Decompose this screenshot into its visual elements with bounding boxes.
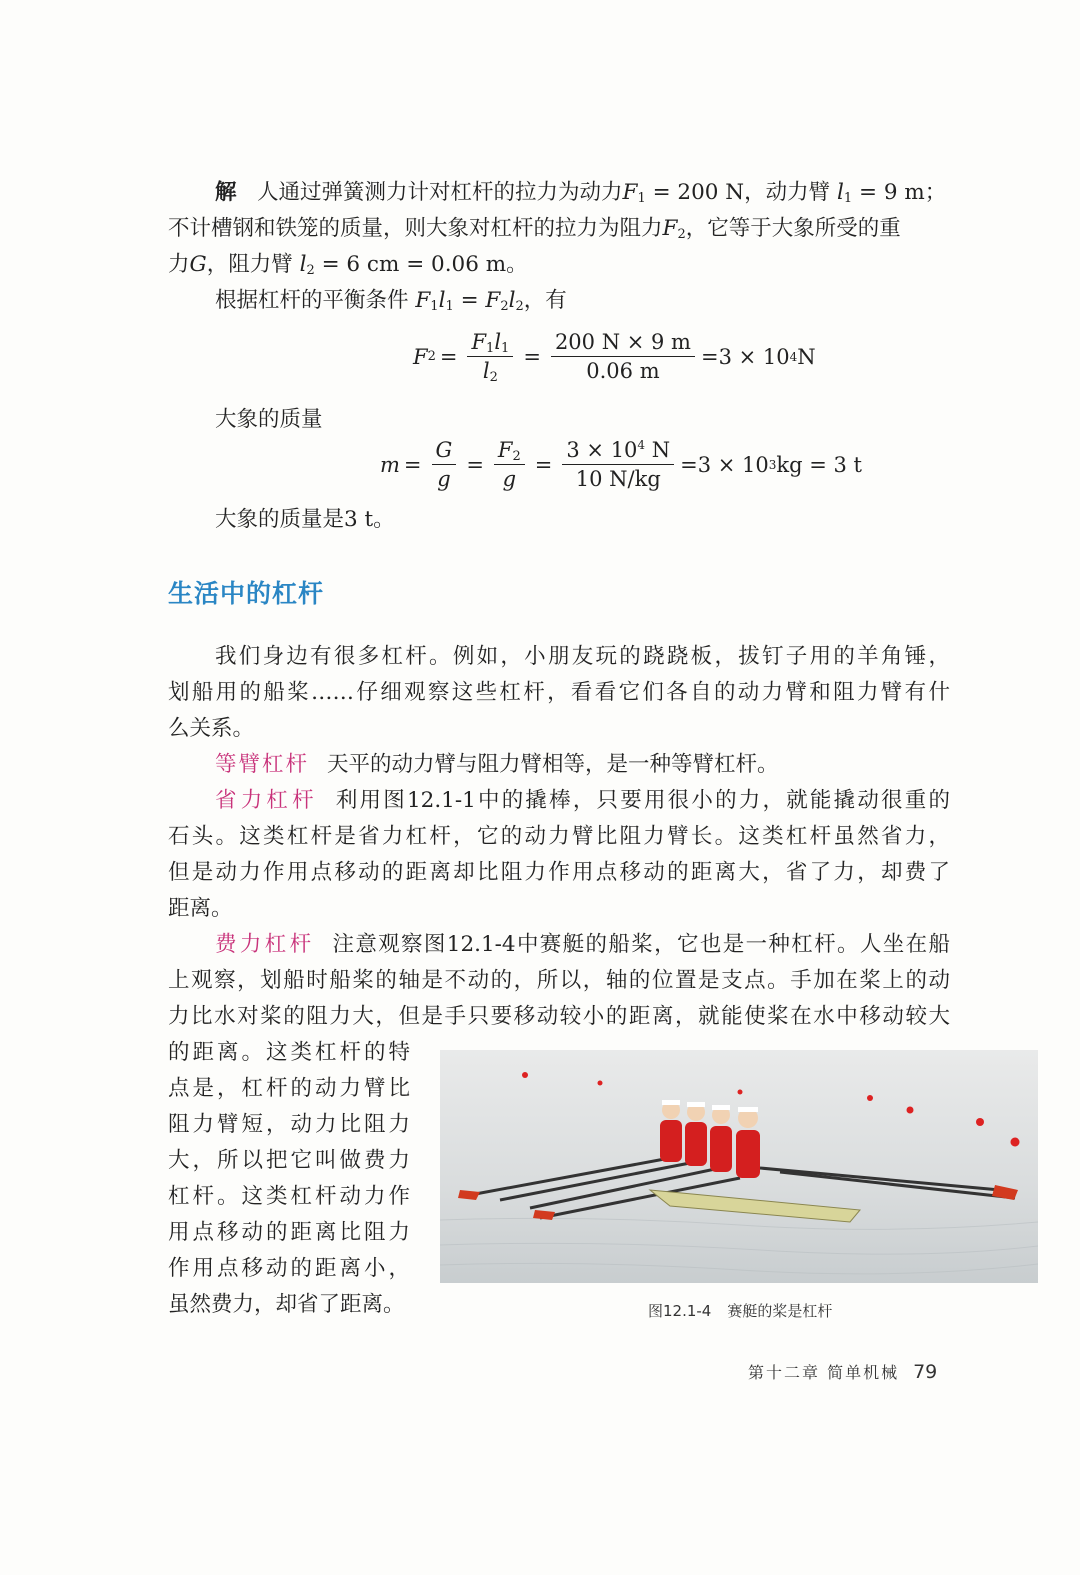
costly-lever-keyword: 费力杠杆: [215, 932, 315, 957]
unit: N: [797, 344, 816, 369]
intro-line-3: 么关系。: [168, 716, 255, 741]
text: 注意观察图12.1-4中赛艇的船桨，它也是一种杠杆。人坐在船: [332, 932, 950, 957]
costly-lever-line-1: [215, 930, 950, 960]
text: = 200 N，动力臂: [645, 180, 831, 205]
solution-line-4: 根据杠杆的平衡条件 $F_1l_1 = F_2l_2$，有: [215, 288, 567, 314]
wrap-line: 作用点移动的距离小，: [168, 1256, 410, 1281]
equal-lever-line: [215, 750, 950, 780]
text: 根据杠杆的平衡条件: [215, 288, 409, 313]
intro-line-2: 划船用的船桨……仔细观察这些杠杆，看看它们各自的动力臂和阻力臂有什: [168, 680, 950, 705]
denominator: 0.06 m: [586, 359, 660, 383]
text: ，阻力臂: [206, 252, 293, 277]
equal-lever-keyword: 等臂杠杆: [215, 752, 310, 777]
solution-line-3: 力G，阻力臂 $l_2 = 6$ cm = 0.06 m。: [168, 252, 528, 278]
fraction: [562, 438, 674, 491]
solution-label: 解: [215, 180, 237, 205]
unit: kg = 3 t: [776, 452, 862, 477]
saving-lever-line-2: 石头。这类杠杆是省力杠杆，它的动力臂比阻力臂长。这类杠杆虽然省力，: [168, 824, 950, 849]
solution-line-2: 不计槽钢和铁笼的质量，则大象对杠杆的拉力为阻力$F_2$，它等于大象所受的重: [168, 216, 901, 242]
text: = 9 m；: [852, 180, 947, 205]
saving-lever-keyword: 省力杠杆: [215, 788, 318, 813]
figure-caption: [648, 1300, 832, 1321]
rowing-photo: [440, 1050, 1038, 1283]
section-heading: 生活中的杠杆: [168, 579, 325, 608]
numerator: 200 N × 9 m: [551, 330, 695, 357]
solution-line-1: 解 人通过弹簧测力计对杠杆的拉力为动力$F_1 = 200$ N，动力臂 $l_1 = 9$ m；: [215, 180, 947, 206]
fraction: $\frac{F_1l_1}{l_2}$: [467, 330, 513, 383]
text: 不计槽钢和铁笼的质量，则大象对杠杆的拉力为阻力: [168, 216, 663, 241]
equation-force: F 2 = $\frac{F_1l_1}{l_2}$ = $\frac{200 N \times 9 m}{0.06 m}$ =3 × 10 4 N: [413, 330, 816, 385]
text: 力: [168, 252, 190, 277]
numerator: 3 × 10: [566, 438, 638, 462]
equation-mass: m = $\frac{G}{g}$ = $\frac{F_2}{g}$ = $\frac{3 \times 10^4 N}{10 N/kg}$ =3 × 10 3 kg = 3 t: [380, 438, 862, 491]
fraction: $\frac{F_2}{g}$: [494, 438, 525, 491]
text: ，它等于大象所受的重: [685, 216, 901, 241]
result: =3 × 10: [680, 452, 769, 477]
mass-label: 大象的质量: [215, 407, 323, 432]
denominator: 10 N/kg: [575, 467, 661, 491]
wrap-line: 用点移动的距离比阻力: [168, 1220, 410, 1245]
text: 利用图12.1-1中的撬棒，只要用很小的力，就能撬动很重的: [335, 788, 950, 813]
wrap-line: 的距离。这类杠杆的特: [168, 1040, 410, 1065]
fraction: [551, 330, 695, 383]
wrap-line: 杠杆。这类杠杆动力作: [168, 1184, 410, 1209]
unit: N: [645, 438, 671, 462]
fraction: $\frac{G}{g}$: [432, 438, 457, 491]
text: ，有: [523, 288, 567, 313]
page-footer: [748, 1360, 937, 1383]
costly-lever-line-3: 力比水对桨的阻力大，但是手只要移动较小的距离，就能使桨在水中移动较大: [168, 1004, 950, 1029]
mass-result: 大象的质量是3 t。: [215, 507, 395, 532]
text: = 6 cm = 0.06 m。: [314, 252, 528, 277]
figure-number: 图12.1-4: [648, 1302, 712, 1320]
costly-lever-line-2: 上观察，划船时船桨的轴是不动的，所以，轴的位置是支点。手加在桨上的动: [168, 968, 950, 993]
chapter-title: 第十二章 简单机械: [748, 1363, 900, 1382]
text: 天平的动力臂与阻力臂相等，是一种等臂杠杆。: [327, 752, 779, 777]
wrap-line: 虽然费力，却省了距离。: [168, 1292, 405, 1317]
wrap-line: 阻力臂短，动力比阻力: [168, 1112, 410, 1137]
wrap-line: 大，所以把它叫做费力: [168, 1148, 410, 1173]
intro-line-1: 我们身边有很多杠杆。例如，小朋友玩的跷跷板，拔钉子用的羊角锤，: [215, 644, 950, 669]
saving-lever-line-1: [215, 786, 950, 816]
result: =3 × 10: [700, 344, 790, 369]
exponent: 4: [637, 438, 646, 452]
saving-lever-line-3: 但是动力作用点移动的距离却比阻力作用点移动的距离大，省了力，却费了: [168, 860, 950, 885]
text: 人通过弹簧测力计对杠杆的拉力为动力: [257, 180, 623, 205]
wrap-line: 点是，杠杆的动力臂比: [168, 1076, 410, 1101]
saving-lever-line-4: 距离。: [168, 896, 233, 921]
figure-caption-text: 赛艇的桨是杠杆: [727, 1302, 833, 1320]
page-number: 79: [913, 1361, 938, 1383]
